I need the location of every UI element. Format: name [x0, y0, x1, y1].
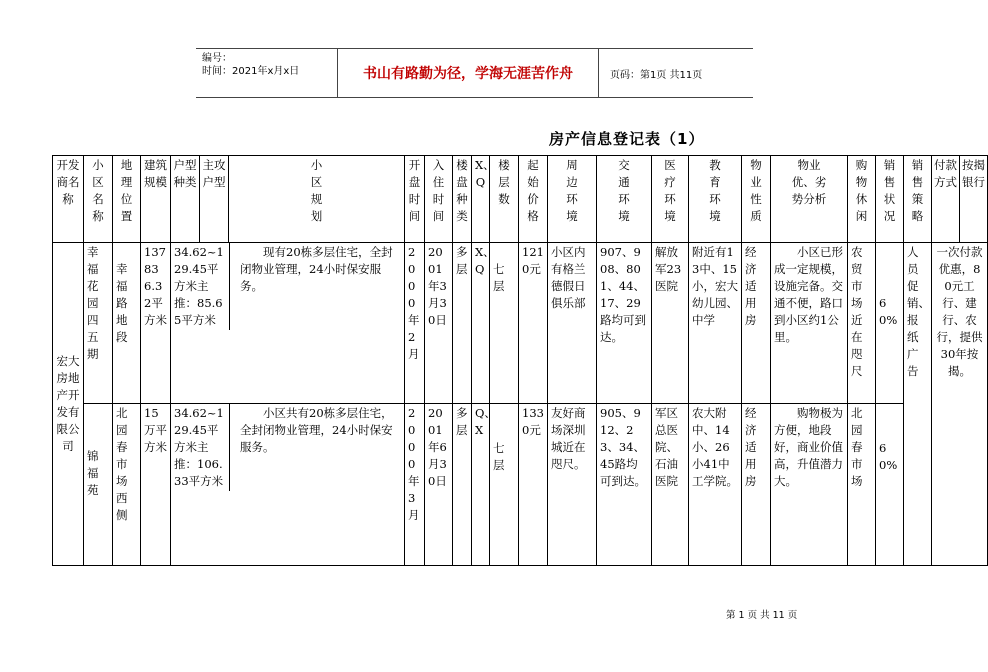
col-education: 教育环境 [689, 156, 742, 243]
xq: Q、X [472, 404, 490, 566]
col-developer: 开发商名称 [53, 156, 84, 243]
date-label: 时间：2021年x月x日 [202, 66, 300, 77]
payment: 一次付款优惠，80元工行、建行、农行，提供30年按揭。 [932, 243, 988, 566]
col-location: 地理位置 [113, 156, 141, 243]
property-nature: 经济适用房 [742, 243, 771, 404]
area: 15万平方米 [141, 404, 171, 566]
col-area: 建筑规模 [141, 156, 171, 243]
move-in: 2001年3月30日 [425, 243, 453, 404]
unit-and-planning [171, 243, 405, 404]
table-row [53, 404, 988, 566]
document-header [196, 48, 753, 98]
col-floors: 楼层数 [490, 156, 519, 243]
education: 附近有13中、15小，宏大幼儿园、中学 [689, 243, 742, 404]
open-date: 2000年2月 [405, 243, 425, 404]
page-footer: 第 1 页 共 11 页 [726, 610, 798, 621]
surroundings: 小区内有格兰德假日俱乐部 [548, 243, 597, 404]
planning: 小区共有20栋多层住宅，全封闭物业管理，24小时保安服务。 [229, 404, 404, 491]
floors: 七层 [490, 243, 519, 404]
unit-and-planning [171, 404, 405, 566]
building-type: 多层 [453, 243, 472, 404]
developer-name: 宏大房地产开发有限公司 [53, 243, 84, 566]
property-table [52, 155, 988, 566]
table-row [53, 243, 988, 404]
property-nature: 经济适用房 [742, 404, 771, 566]
location: 幸福路地段 [113, 243, 141, 404]
col-mortgage-bank: 按揭银行 [959, 156, 987, 242]
traffic: 907、908、801、44、17、29路均可到达。 [597, 243, 652, 404]
col-payment: 付款方式 [934, 158, 957, 189]
col-unit-type-group [171, 156, 229, 243]
unit-type: 34.62~129.45平方米主推：85.65平方米 [174, 245, 224, 327]
col-building-type: 楼盘种类 [453, 156, 472, 243]
start-price: 1330元 [519, 404, 548, 566]
planning: 现有20栋多层住宅，全封闭物业管理，24小时保安服务。 [229, 243, 404, 330]
page-title: 房产信息登记表（1） [549, 130, 705, 148]
header-row [53, 156, 988, 243]
community: 锦福苑 [84, 404, 113, 566]
sales-status: 60% [876, 243, 904, 404]
building-type: 多层 [453, 404, 472, 566]
education: 农大附中、14小、26小41中工学院。 [689, 404, 742, 566]
col-traffic: 交通环境 [597, 156, 652, 243]
col-analysis: 物业优、劣势分析 [771, 156, 848, 243]
col-move-in: 入住时间 [425, 156, 453, 243]
header-motto: 书山有路勤为径，学海无涯苦作舟 [338, 49, 599, 97]
code-label: 编号： [202, 53, 232, 64]
community: 幸福花园四五期 [84, 243, 113, 404]
start-price: 1210元 [519, 243, 548, 404]
medical: 解放军23医院 [652, 243, 689, 404]
header-info [196, 49, 338, 97]
col-payment-group [932, 156, 988, 243]
col-start-price: 起始价格 [519, 156, 548, 243]
medical: 军区总医院、石油医院 [652, 404, 689, 566]
col-sales-strategy: 销售策略 [904, 156, 932, 243]
col-main-type: 主攻户型 [199, 156, 228, 242]
col-open-date: 开盘时间 [405, 156, 425, 243]
sales-status: 60% [876, 404, 904, 566]
col-unit-type: 户型种类 [173, 158, 197, 189]
move-in: 2001年6月30日 [425, 404, 453, 566]
col-community: 小区名称 [84, 156, 113, 243]
shopping: 农贸市场近在咫尺 [848, 243, 876, 404]
col-planning: 小区规划 [229, 156, 405, 243]
col-shopping: 购物休闲 [848, 156, 876, 243]
location: 北园春市场西侧 [113, 404, 141, 566]
floors: 七层 [490, 404, 519, 566]
traffic: 905、912、23、34、45路均可到达。 [597, 404, 652, 566]
xq: X、Q [472, 243, 490, 404]
analysis: 购物极为方便，地段好，商业价值高，升值潜力大。 [771, 404, 848, 566]
area: 137836.32平方米 [141, 243, 171, 404]
sales-strategy: 人员促销、报纸广告 [904, 243, 932, 566]
col-sales-status: 销售状况 [876, 156, 904, 243]
col-property-nature: 物业性质 [742, 156, 771, 243]
unit-type: 34.62~129.45平方米主推：106.33平方米 [174, 406, 224, 488]
analysis: 小区已形成一定规模，设施完备。交通不便，路口到小区约1公里。 [771, 243, 848, 404]
col-xq: X、Q [472, 156, 490, 243]
header-page-label: 页码：第1页 共11页 [610, 69, 703, 81]
shopping: 北园春市场 [848, 404, 876, 566]
surroundings: 友好商场深圳城近在咫尺。 [548, 404, 597, 566]
open-date: 2000年3月 [405, 404, 425, 566]
col-medical: 医疗环境 [652, 156, 689, 243]
col-surroundings: 周边环境 [548, 156, 597, 243]
